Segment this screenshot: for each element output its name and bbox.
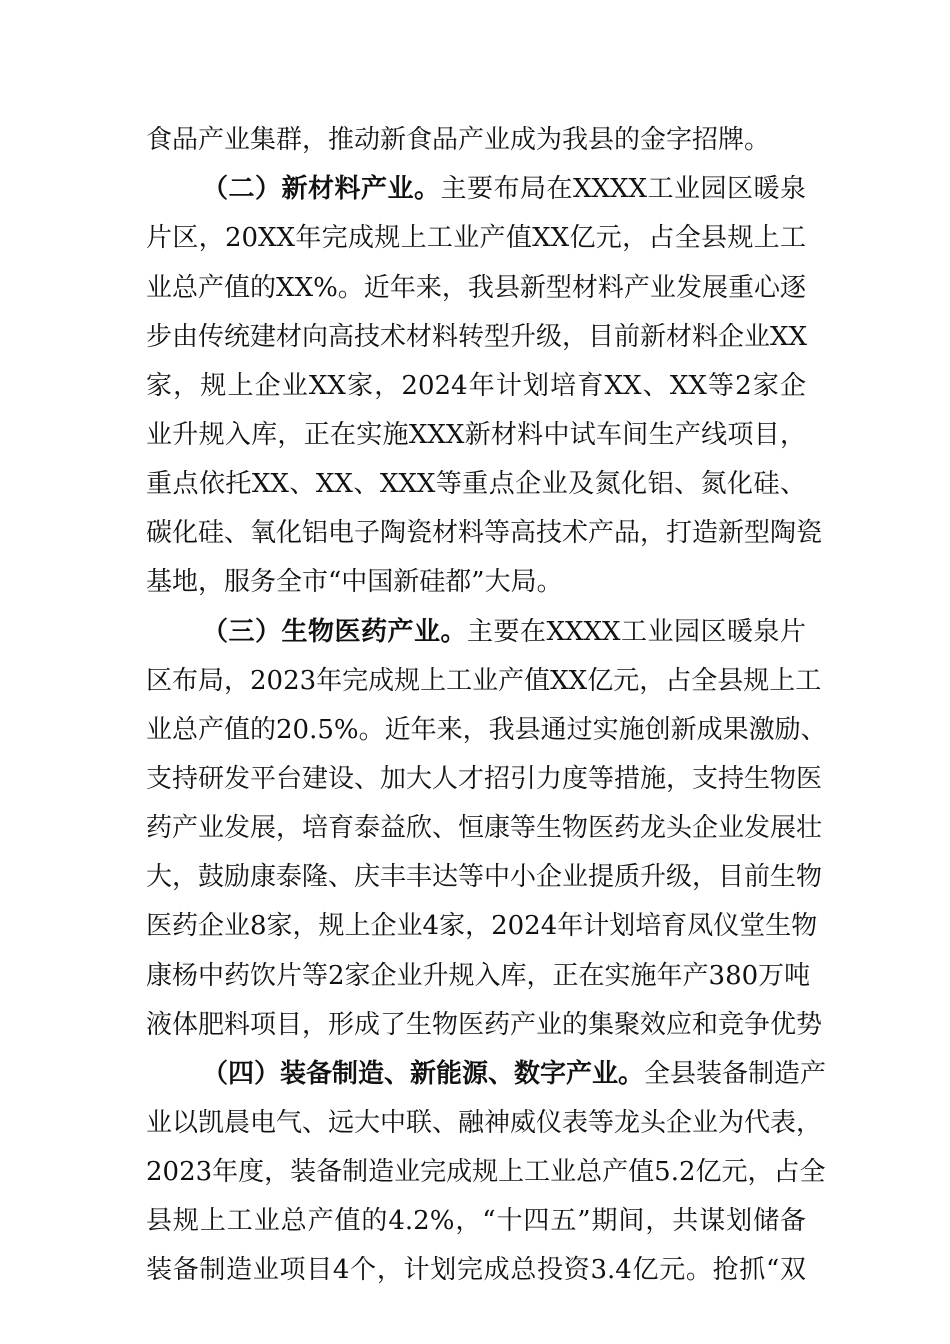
paragraph-line: 康杨中药饮片等2家企业升规入库，正在实施年产380万吨 [146,961,811,991]
section-heading-equipment-manufacturing: （四）装备制造、新能源、数字产业。 [202,1059,645,1089]
paragraph-line: 区布局，2023年完成规上工业产值XX亿元，占全县规上工 [146,666,822,696]
paragraph-text: 全县装备制造产 [644,1059,827,1089]
paragraph-line: 大，鼓励康泰隆、庆丰丰达等中小企业提质升级，目前生物 [146,862,823,892]
paragraph-line: 药产业发展，培育泰益欣、恒康等生物医药龙头企业发展壮 [146,813,823,843]
paragraph-text: 主要布局在XXXX工业园区暖泉 [440,174,806,204]
paragraph-line: 家，规上企业XX家，2024年计划培育XX、XX等2家企 [146,371,806,401]
paragraph-line: 食品产业集群，推动新食品产业成为我县的金字招牌。 [146,125,771,155]
section-heading-new-materials: （二）新材料产业。 [202,174,441,204]
paragraph-line: 步由传统建材向高技术材料转型升级，目前新材料企业XX [146,322,808,352]
paragraph-line: 碳化硅、氧化铝电子陶瓷材料等高技术产品，打造新型陶瓷 [146,518,823,548]
paragraph-line: 液体肥料项目，形成了生物医药产业的集聚效应和竞争优势 [146,1010,823,1040]
paragraph-line: 基地，服务全市“中国新硅都”大局。 [146,567,563,597]
paragraph-line: 重点依托XX、XX、XXX等重点企业及氮化铝、氮化硅、 [146,469,806,499]
section-heading-biomedicine: （三）生物医药产业。 [202,617,467,647]
paragraph-line: 业总产值的20.5%。近年来，我县通过实施创新成果激励、 [146,715,827,745]
paragraph-line: 片区，20XX年完成规上工业产值XX亿元，占全县规上工 [146,223,806,253]
paragraph-line: 县规上工业总产值的4.2%，“十四五”期间，共谋划储备 [146,1206,806,1236]
paragraph-text: 主要在XXXX工业园区暖泉片 [466,617,806,647]
section-4-first-line [202,1054,827,1094]
paragraph-line: 业总产值的XX%。近年来，我县新型材料产业发展重心逐 [146,273,806,303]
paragraph-line: 医药企业8家，规上企业4家，2024年计划培育凤仪堂生物 [146,911,818,941]
paragraph-line: 2023年度，装备制造业完成规上工业总产值5.2亿元，占全 [146,1157,826,1187]
paragraph-line: 支持研发平台建设、加大人才招引力度等措施，支持生物医 [146,764,823,794]
section-2-first-line [202,169,806,209]
paragraph-line: 业以凯晨电气、远大中联、融神威仪表等龙头企业为代表， [146,1108,823,1138]
paragraph-line: 装备制造业项目4个，计划完成总投资3.4亿元。抢抓“双 [146,1255,806,1285]
section-3-first-line [202,612,806,652]
paragraph-line: 业升规入库，正在实施XXX新材料中试车间生产线项目， [146,420,806,450]
